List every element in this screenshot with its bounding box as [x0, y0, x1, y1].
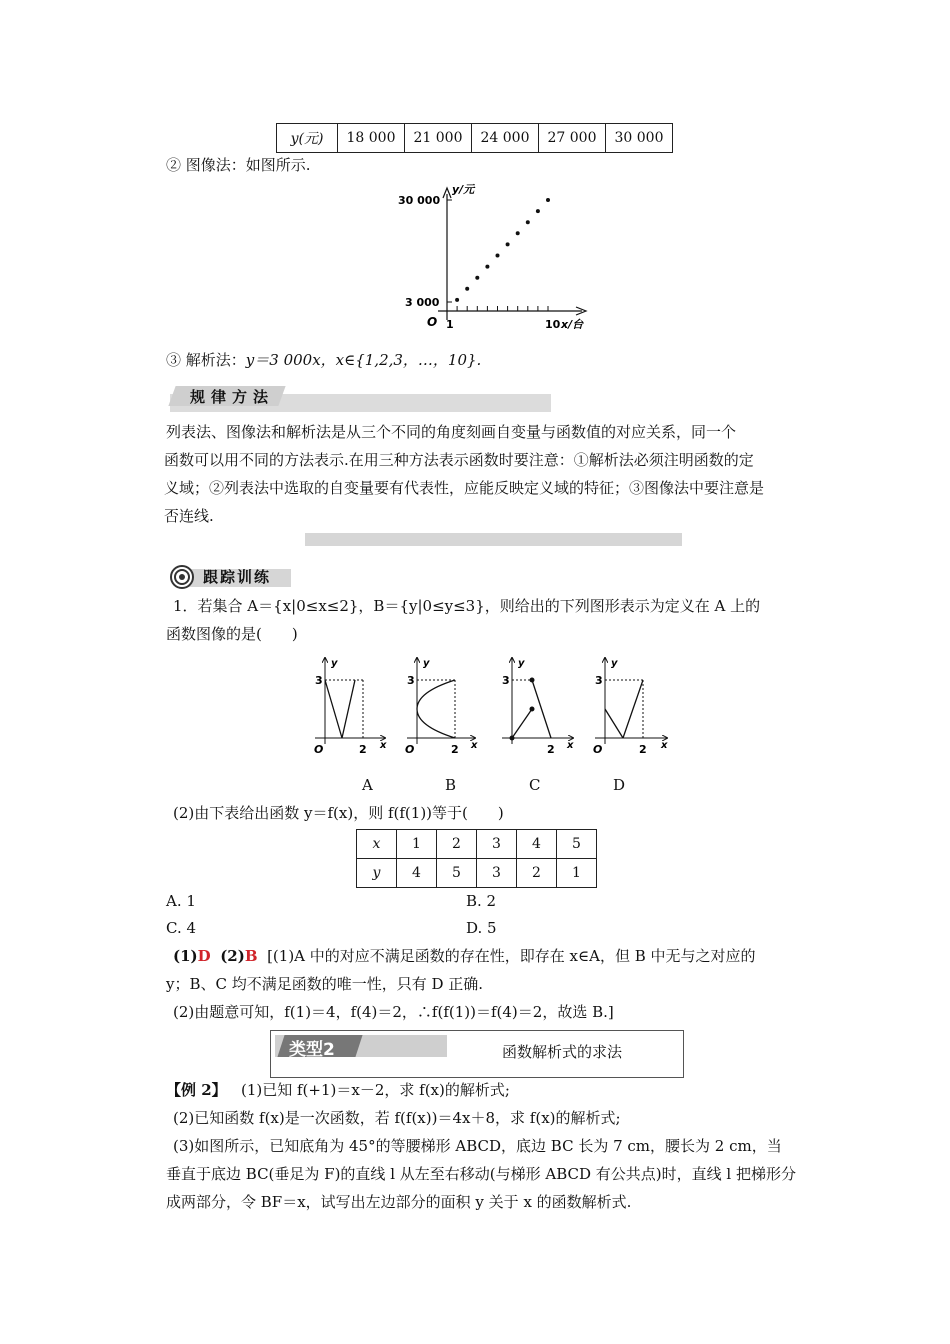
- data-point: [455, 298, 459, 302]
- origin-label: O: [593, 743, 603, 756]
- rule-line: 否连线.: [164, 507, 214, 525]
- option-b: B. 2: [466, 892, 497, 910]
- axis-label: x: [567, 740, 574, 751]
- graph-c: [502, 658, 574, 756]
- graph-b: [405, 658, 478, 756]
- type-label: 类型2: [289, 1040, 335, 1060]
- table-header-cell: x: [357, 830, 397, 859]
- answer-part-1-label: (1): [173, 947, 198, 965]
- type-box: [270, 1030, 684, 1078]
- tick-label: 3: [502, 674, 510, 687]
- rule-paragraph: [166, 418, 816, 530]
- data-point: [546, 198, 550, 202]
- origin-label: O: [314, 743, 324, 756]
- data-point: [475, 276, 479, 280]
- data-point: [485, 265, 489, 269]
- table-cell: 24 000: [472, 124, 539, 153]
- example-label: 【例 2】: [166, 1081, 227, 1099]
- answer-line-2: y；B、C 均不满足函数的唯一性，只有 D 正确.: [166, 975, 484, 993]
- example-q3-line: 垂直于底边 BC(垂足为 F)的直线 l 从左至右移动(与梯形 ABCD 有公共点)时，直线 l 把梯形分: [166, 1165, 796, 1183]
- scatter-chart: [390, 180, 610, 335]
- tick-label: 3: [315, 674, 323, 687]
- table-cell: 30 000: [606, 124, 673, 153]
- x-tick-label: 1: [446, 318, 454, 331]
- table-cell: 1: [557, 859, 597, 888]
- type-title: 函数解析式的求法: [502, 1043, 623, 1061]
- table-cell: 2: [437, 830, 477, 859]
- tick-label: 2: [547, 743, 555, 756]
- question-1-line-1: 1．若集合 A＝{x|0≤x≤2}，B＝{y|0≤y≤3}，则给出的下列图形表示为定义在 A 上的: [173, 597, 761, 615]
- answer-part-2: B: [244, 947, 258, 965]
- data-point: [526, 220, 530, 224]
- table-cell: 5: [437, 859, 477, 888]
- data-point: [465, 287, 469, 291]
- rule-line: 函数可以用不同的方法表示.在用三种方法表示函数时要注意：①解析法必须注明函数的定: [164, 451, 754, 469]
- origin-label: O: [405, 743, 415, 756]
- option-a: A. 1: [166, 892, 196, 910]
- answer-line-3: (2)由题意可知，f(1)＝4，f(4)＝2，∴f(f(1))＝f(4)＝2，故选 B.]: [173, 1003, 614, 1021]
- table-row: [357, 830, 597, 859]
- option-c: C. 4: [166, 919, 197, 937]
- answer-explanation: [(1)A 中的对应不满足函数的存在性，即存在 x∈A，但 B 中无与之对应的: [267, 947, 756, 965]
- graph-a: [314, 658, 387, 756]
- y-axis-label: y/元: [452, 183, 475, 196]
- axis-label: y: [331, 658, 338, 669]
- question-2: (2)由下表给出函数 y＝f(x)，则 f(f(1))等于( ): [173, 804, 504, 822]
- answer-line-1: [173, 946, 756, 966]
- tick-label: 2: [359, 743, 367, 756]
- data-point: [506, 242, 510, 246]
- analytic-prefix: ③ 解析法：: [166, 351, 246, 369]
- training-title: 跟踪训练: [203, 568, 272, 586]
- graph-label-c: C: [529, 776, 541, 794]
- table-row: [357, 859, 597, 888]
- table-cell: 21 000: [405, 124, 472, 153]
- x-tick-label: 10: [545, 318, 561, 331]
- data-point: [536, 209, 540, 213]
- function-table: [356, 829, 597, 888]
- x-axis-label: x/台: [561, 318, 584, 331]
- table-cell: 18 000: [338, 124, 405, 153]
- example-q2: (2)已知函数 f(x)是一次函数，若 f(f(x))＝4x＋8，求 f(x)的解析式;: [173, 1109, 621, 1127]
- answer-part-1: D: [197, 947, 211, 965]
- data-point: [516, 231, 520, 235]
- table-cell: 3: [477, 859, 517, 888]
- tick-label: 3: [595, 674, 603, 687]
- axis-label: y: [518, 658, 525, 669]
- graph-method-text: ② 图像法：如图所示.: [166, 156, 311, 174]
- divider-bar: [305, 533, 682, 546]
- table-cell: 27 000: [539, 124, 606, 153]
- axis-label: x: [661, 740, 668, 751]
- table-header-cell: y(元): [277, 124, 338, 153]
- option-d: D. 5: [466, 919, 497, 937]
- example-line-1: [166, 1080, 510, 1100]
- axis-label: y: [611, 658, 618, 669]
- axis-label: x: [380, 740, 387, 751]
- table-cell: 1: [397, 830, 437, 859]
- tick-label: 2: [451, 743, 459, 756]
- tick-label: 2: [639, 743, 647, 756]
- graph-label-b: B: [445, 776, 457, 794]
- answer-graphs: [305, 652, 690, 757]
- axis-label: y: [423, 658, 430, 669]
- example-q3-line: 成两部分，令 BF＝x，试写出左边部分的面积 y 关于 x 的函数解析式.: [166, 1193, 632, 1211]
- y-tick-label: 3 000: [405, 296, 440, 309]
- example-q1: (1)已知 f(+1)＝x－2，求 f(x)的解析式;: [240, 1081, 510, 1099]
- analytic-formula: y＝3 000x，x∈{1,2,3，…，10}.: [245, 351, 482, 369]
- rule-line: 义域；②列表法中选取的自变量要有代表性，应能反映定义域的特征；③图像法中要注意是: [164, 479, 765, 497]
- origin-label: O: [427, 315, 438, 329]
- table-cell: 2: [517, 859, 557, 888]
- data-point: [496, 254, 500, 258]
- answer-part-2-label: (2): [220, 947, 245, 965]
- graph-d: [593, 658, 668, 756]
- table-cell: 3: [477, 830, 517, 859]
- y-tick-label: 30 000: [398, 194, 441, 207]
- table-header-cell: y: [357, 859, 397, 888]
- tick-label: 3: [407, 674, 415, 687]
- rule-section-title: 规律方法: [190, 388, 275, 406]
- graph-label-d: D: [613, 776, 626, 794]
- price-table: [276, 123, 673, 153]
- table-row: [277, 124, 673, 153]
- rule-line: 列表法、图像法和解析法是从三个不同的角度刻画自变量与函数值的对应关系，同一个: [166, 423, 737, 441]
- analytic-method-line: [166, 350, 481, 370]
- graph-label-a: A: [362, 776, 373, 794]
- table-cell: 4: [397, 859, 437, 888]
- axis-label: x: [471, 740, 478, 751]
- table-cell: 5: [557, 830, 597, 859]
- table-cell: 4: [517, 830, 557, 859]
- question-1-line-2: 函数图像的是( ): [166, 625, 298, 643]
- example-q3-line: (3)如图所示，已知底角为 45°的等腰梯形 ABCD，底边 BC 长为 7 cm，腰长为 2 cm，当: [173, 1137, 782, 1155]
